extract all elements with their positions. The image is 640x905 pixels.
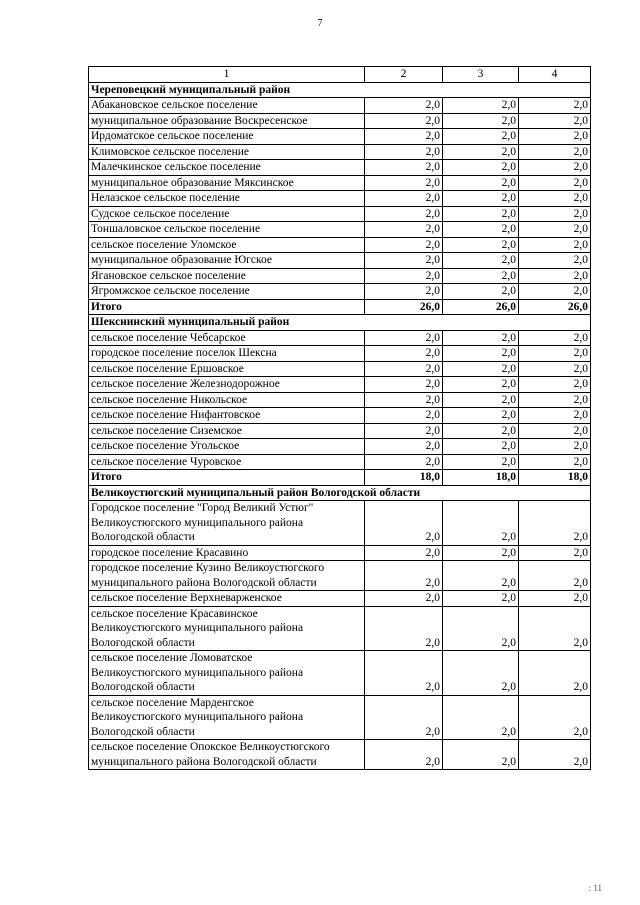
table-row bbox=[89, 330, 591, 346]
value-cell: 2,0 bbox=[443, 206, 519, 222]
value-cell: 2,0 bbox=[443, 392, 519, 408]
value-cell: 2,0 bbox=[519, 408, 591, 424]
value-cell: 2,0 bbox=[519, 253, 591, 269]
settlement-name: сельское поселение Угольское bbox=[89, 439, 365, 455]
table-row bbox=[89, 237, 591, 253]
table-row bbox=[89, 439, 591, 455]
section-row bbox=[89, 315, 591, 331]
settlement-name: сельское поселение Железнодорожное bbox=[89, 377, 365, 393]
table-row bbox=[89, 144, 591, 160]
value-cell: 2,0 bbox=[365, 113, 443, 129]
table-row bbox=[89, 591, 591, 607]
total-value: 18,0 bbox=[519, 470, 591, 486]
value-cell: 2,0 bbox=[365, 501, 443, 546]
settlement-name-line: сельское поселение Опокское Великоустюгского bbox=[91, 741, 330, 753]
value-cell: 2,0 bbox=[443, 144, 519, 160]
column-header: 3 bbox=[443, 67, 519, 83]
value-cell: 2,0 bbox=[443, 545, 519, 561]
value-cell: 2,0 bbox=[365, 695, 443, 740]
table-row bbox=[89, 175, 591, 191]
table-row bbox=[89, 129, 591, 145]
settlement-name: Климовское сельское поселение bbox=[89, 144, 365, 160]
value-cell: 2,0 bbox=[443, 501, 519, 546]
value-cell: 2,0 bbox=[443, 191, 519, 207]
value-cell: 2,0 bbox=[443, 284, 519, 300]
table-row bbox=[89, 346, 591, 362]
settlement-name: Нелазское сельское поселение bbox=[89, 191, 365, 207]
value-cell: 2,0 bbox=[519, 561, 591, 591]
value-cell: 2,0 bbox=[443, 454, 519, 470]
value-cell: 2,0 bbox=[443, 423, 519, 439]
table-row bbox=[89, 377, 591, 393]
settlement-name bbox=[89, 740, 365, 770]
settlement-name-line: Вологодской области bbox=[91, 681, 195, 693]
value-cell: 2,0 bbox=[519, 268, 591, 284]
column-header: 1 bbox=[89, 67, 365, 83]
value-cell: 2,0 bbox=[365, 191, 443, 207]
value-cell: 2,0 bbox=[365, 361, 443, 377]
value-cell: 2,0 bbox=[365, 253, 443, 269]
settlement-name-line: Городское поселение "Город Великий Устюг" bbox=[91, 502, 314, 514]
table-row bbox=[89, 606, 591, 651]
value-cell: 2,0 bbox=[519, 377, 591, 393]
total-value: 26,0 bbox=[365, 299, 443, 315]
corner-mark: : 11 bbox=[588, 883, 602, 893]
settlement-name: сельское поселение Сиземское bbox=[89, 423, 365, 439]
value-cell: 2,0 bbox=[443, 268, 519, 284]
total-value: 26,0 bbox=[519, 299, 591, 315]
value-cell: 2,0 bbox=[443, 606, 519, 651]
value-cell: 2,0 bbox=[443, 129, 519, 145]
settlement-name: муниципальное образование Мяксинское bbox=[89, 175, 365, 191]
value-cell: 2,0 bbox=[365, 561, 443, 591]
table-row bbox=[89, 361, 591, 377]
total-label: Итого bbox=[89, 299, 365, 315]
value-cell: 2,0 bbox=[443, 591, 519, 607]
table-row bbox=[89, 191, 591, 207]
table-row bbox=[89, 222, 591, 238]
settlement-name-line: Великоустюгского муниципального района bbox=[91, 516, 304, 529]
value-cell: 2,0 bbox=[519, 545, 591, 561]
table-row bbox=[89, 98, 591, 114]
table-row bbox=[89, 454, 591, 470]
value-cell: 2,0 bbox=[443, 695, 519, 740]
value-cell: 2,0 bbox=[365, 330, 443, 346]
value-cell: 2,0 bbox=[443, 160, 519, 176]
value-cell: 2,0 bbox=[519, 740, 591, 770]
value-cell: 2,0 bbox=[519, 392, 591, 408]
value-cell: 2,0 bbox=[365, 377, 443, 393]
value-cell: 2,0 bbox=[443, 330, 519, 346]
value-cell: 2,0 bbox=[443, 377, 519, 393]
settlement-name: сельское поселение Ершовское bbox=[89, 361, 365, 377]
value-cell: 2,0 bbox=[365, 129, 443, 145]
value-cell: 2,0 bbox=[443, 651, 519, 696]
settlement-name: городское поселение поселок Шексна bbox=[89, 346, 365, 362]
value-cell: 2,0 bbox=[519, 160, 591, 176]
value-cell: 2,0 bbox=[365, 346, 443, 362]
total-row bbox=[89, 299, 591, 315]
table-row bbox=[89, 651, 591, 696]
value-cell: 2,0 bbox=[365, 408, 443, 424]
table-row bbox=[89, 206, 591, 222]
value-cell: 2,0 bbox=[365, 144, 443, 160]
settlement-name: Ирдоматское сельское поселение bbox=[89, 129, 365, 145]
value-cell: 2,0 bbox=[519, 284, 591, 300]
value-cell: 2,0 bbox=[519, 695, 591, 740]
value-cell: 2,0 bbox=[443, 253, 519, 269]
settlement-name-line: городское поселение Кузино Великоустюгского bbox=[91, 562, 325, 574]
value-cell: 2,0 bbox=[443, 561, 519, 591]
value-cell: 2,0 bbox=[443, 113, 519, 129]
table-row bbox=[89, 284, 591, 300]
section-title: Череповецкий муниципальный район bbox=[89, 82, 591, 98]
value-cell: 2,0 bbox=[443, 237, 519, 253]
value-cell: 2,0 bbox=[365, 591, 443, 607]
settlement-name-line: сельское поселение Красавинское bbox=[91, 607, 258, 620]
settlement-name: сельское поселение Уломское bbox=[89, 237, 365, 253]
table-row bbox=[89, 160, 591, 176]
value-cell: 2,0 bbox=[519, 175, 591, 191]
settlement-name bbox=[89, 545, 365, 561]
value-cell: 2,0 bbox=[519, 330, 591, 346]
settlement-name-line: Великоустюгского муниципального района bbox=[91, 666, 304, 679]
allocation-table bbox=[88, 66, 591, 770]
value-cell: 2,0 bbox=[365, 98, 443, 114]
value-cell: 2,0 bbox=[443, 346, 519, 362]
total-row bbox=[89, 470, 591, 486]
settlement-name: Малечкинское сельское поселение bbox=[89, 160, 365, 176]
settlement-name-line: Вологодской области bbox=[91, 531, 195, 543]
value-cell: 2,0 bbox=[365, 740, 443, 770]
column-header: 2 bbox=[365, 67, 443, 83]
value-cell: 2,0 bbox=[519, 423, 591, 439]
value-cell: 2,0 bbox=[443, 175, 519, 191]
settlement-name-line: Вологодской области bbox=[91, 725, 195, 738]
settlement-name-line: Великоустюгского муниципального района bbox=[91, 622, 304, 634]
value-cell: 2,0 bbox=[365, 222, 443, 238]
table-row bbox=[89, 253, 591, 269]
value-cell: 2,0 bbox=[365, 268, 443, 284]
table-row bbox=[89, 392, 591, 408]
section-title: Великоустюгский муниципальный район Вологодской области bbox=[89, 485, 591, 501]
value-cell: 2,0 bbox=[365, 237, 443, 253]
settlement-name: Тоншаловское сельское поселение bbox=[89, 222, 365, 238]
section-row bbox=[89, 485, 591, 501]
settlement-name: сельское поселение Чебсарское bbox=[89, 330, 365, 346]
value-cell: 2,0 bbox=[365, 284, 443, 300]
value-cell: 2,0 bbox=[519, 98, 591, 114]
settlement-name: муниципальное образование Югское bbox=[89, 253, 365, 269]
table-row bbox=[89, 113, 591, 129]
value-cell: 2,0 bbox=[365, 206, 443, 222]
settlement-name-line: сельское поселение Верхневарженское bbox=[91, 592, 282, 604]
value-cell: 2,0 bbox=[519, 191, 591, 207]
value-cell: 2,0 bbox=[519, 144, 591, 160]
total-label: Итого bbox=[89, 470, 365, 486]
settlement-name bbox=[89, 591, 365, 607]
value-cell: 2,0 bbox=[365, 651, 443, 696]
settlement-name: Судское сельское поселение bbox=[89, 206, 365, 222]
value-cell: 2,0 bbox=[365, 423, 443, 439]
settlement-name-line: сельское поселение Марденгское bbox=[91, 696, 254, 709]
settlement-name: сельское поселение Чуровское bbox=[89, 454, 365, 470]
value-cell: 2,0 bbox=[365, 160, 443, 176]
value-cell: 2,0 bbox=[519, 206, 591, 222]
table-row bbox=[89, 545, 591, 561]
value-cell: 2,0 bbox=[443, 361, 519, 377]
value-cell: 2,0 bbox=[519, 454, 591, 470]
value-cell: 2,0 bbox=[519, 113, 591, 129]
settlement-name-line: сельское поселение Ломоватское bbox=[91, 652, 253, 664]
settlement-name-line: муниципального района Вологодской области bbox=[91, 755, 317, 768]
table-row bbox=[89, 740, 591, 770]
value-cell: 2,0 bbox=[519, 591, 591, 607]
table-row bbox=[89, 408, 591, 424]
value-cell: 2,0 bbox=[365, 606, 443, 651]
settlement-name: Ягромжское сельское поселение bbox=[89, 284, 365, 300]
total-value: 18,0 bbox=[365, 470, 443, 486]
table-row bbox=[89, 423, 591, 439]
column-header: 4 bbox=[519, 67, 591, 83]
value-cell: 2,0 bbox=[365, 454, 443, 470]
settlement-name bbox=[89, 561, 365, 591]
total-value: 18,0 bbox=[443, 470, 519, 486]
value-cell: 2,0 bbox=[519, 237, 591, 253]
table-row bbox=[89, 268, 591, 284]
value-cell: 2,0 bbox=[365, 545, 443, 561]
settlement-name: сельское поселение Никольское bbox=[89, 392, 365, 408]
value-cell: 2,0 bbox=[519, 651, 591, 696]
value-cell: 2,0 bbox=[519, 222, 591, 238]
settlement-name: Абакановское сельское поселение bbox=[89, 98, 365, 114]
settlement-name bbox=[89, 651, 365, 696]
page-number: 7 bbox=[317, 18, 323, 29]
value-cell: 2,0 bbox=[365, 175, 443, 191]
value-cell: 2,0 bbox=[443, 98, 519, 114]
value-cell: 2,0 bbox=[519, 501, 591, 546]
table-row bbox=[89, 501, 591, 546]
value-cell: 2,0 bbox=[365, 439, 443, 455]
settlement-name: сельское поселение Нифантовское bbox=[89, 408, 365, 424]
value-cell: 2,0 bbox=[519, 361, 591, 377]
value-cell: 2,0 bbox=[519, 129, 591, 145]
table-row bbox=[89, 561, 591, 591]
settlement-name-line: городское поселение Красавино bbox=[91, 546, 249, 559]
header-row bbox=[89, 67, 591, 83]
value-cell: 2,0 bbox=[519, 606, 591, 651]
value-cell: 2,0 bbox=[443, 740, 519, 770]
settlement-name-line: муниципального района Вологодской области bbox=[91, 576, 317, 589]
value-cell: 2,0 bbox=[365, 392, 443, 408]
value-cell: 2,0 bbox=[443, 222, 519, 238]
value-cell: 2,0 bbox=[519, 346, 591, 362]
value-cell: 2,0 bbox=[443, 408, 519, 424]
total-value: 26,0 bbox=[443, 299, 519, 315]
settlement-name: Ягановское сельское поселение bbox=[89, 268, 365, 284]
section-title: Шекснинский муниципальный район bbox=[89, 315, 591, 331]
settlement-name-line: Вологодской области bbox=[91, 636, 195, 649]
settlement-name bbox=[89, 501, 365, 546]
section-row bbox=[89, 82, 591, 98]
value-cell: 2,0 bbox=[443, 439, 519, 455]
settlement-name bbox=[89, 606, 365, 651]
settlement-name-line: Великоустюгского муниципального района bbox=[91, 711, 304, 723]
settlement-name bbox=[89, 695, 365, 740]
table-row bbox=[89, 695, 591, 740]
settlement-name: муниципальное образование Воскресенское bbox=[89, 113, 365, 129]
value-cell: 2,0 bbox=[519, 439, 591, 455]
